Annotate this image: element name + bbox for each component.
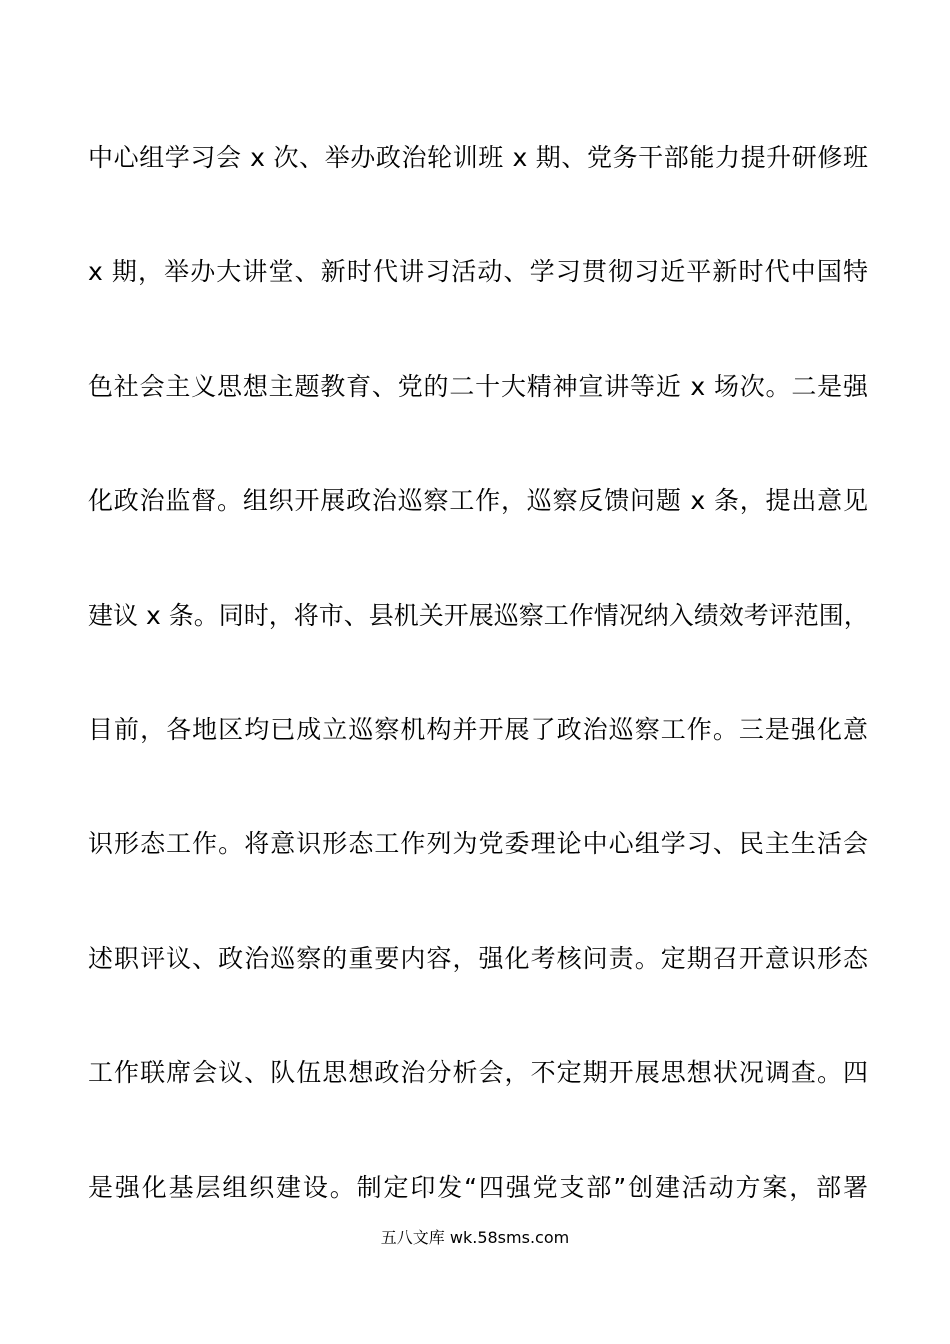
footer-watermark: 五八文库 wk.58sms.com xyxy=(380,1228,570,1247)
text-line: 中心组学习会 x 次、举办政治轮训班 x 期、党务干部能力提升研修班 xyxy=(88,143,868,172)
text-line: 建议 x 条。同时，将市、县机关开展巡察工作情况纳入绩效考评范围， xyxy=(88,600,869,630)
document-body xyxy=(88,130,868,1274)
text-line: 目前，各地区均已成立巡察机构并开展了政治巡察工作。三是强化意 xyxy=(88,714,868,744)
text-line: 识形态工作。将意识形态工作列为党委理论中心组学习、民主生活会 xyxy=(88,829,868,859)
text-line: x 期，举办大讲堂、新时代讲习活动、学习贯彻习近平新时代中国特 xyxy=(88,257,868,287)
text-line: 色社会主义思想主题教育、党的二十大精神宣讲等近 x 场次。二是强 xyxy=(88,371,868,401)
text-line: 述职评议、政治巡察的重要内容，强化考核问责。定期召开意识形态 xyxy=(88,943,868,973)
text-line: 化政治监督。组织开展政治巡察工作，巡察反馈问题 x 条，提出意见 xyxy=(88,486,868,516)
text-line: 工作联席会议、队伍思想政治分析会，不定期开展思想状况调查。四 xyxy=(88,1058,868,1088)
text-line: 是强化基层组织建设。制定印发“四强党支部”创建活动方案，部署 xyxy=(88,1172,868,1202)
